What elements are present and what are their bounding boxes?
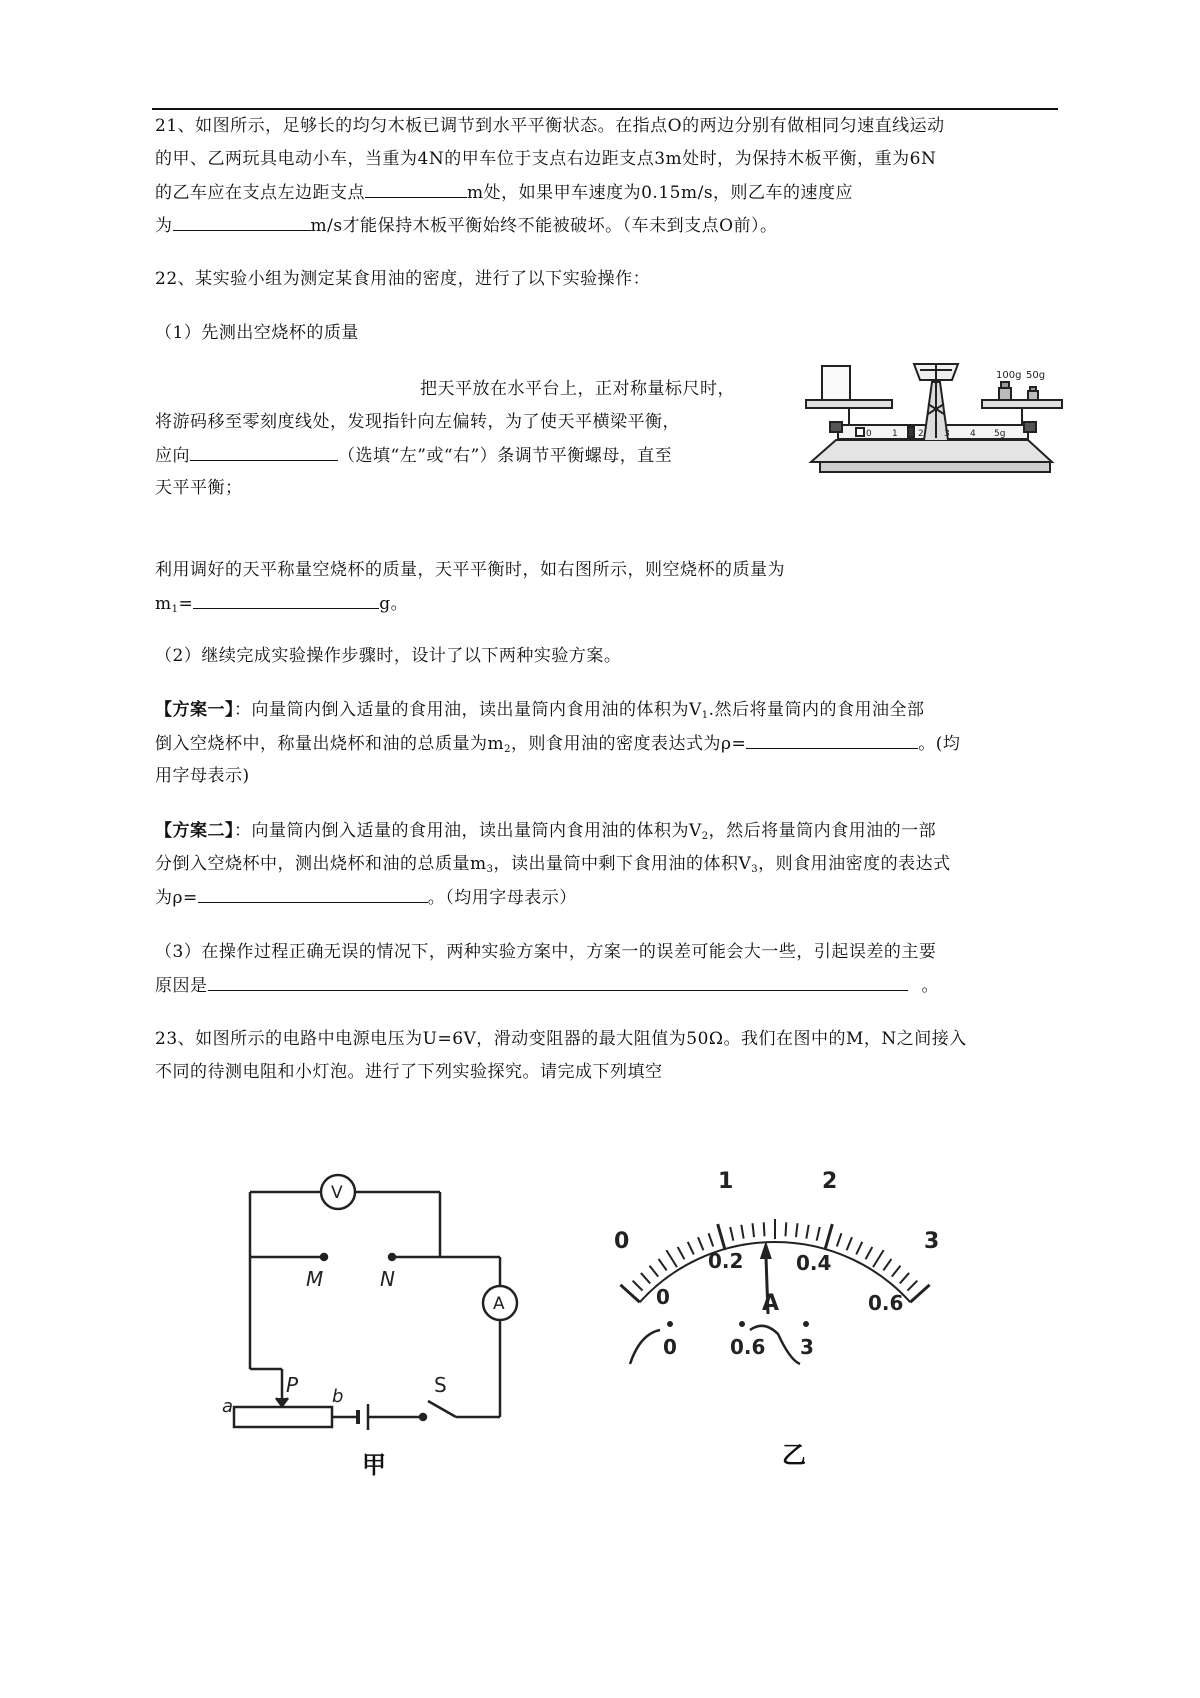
q22-m1-line-2 bbox=[155, 592, 408, 621]
q22-blank-reason[interactable] bbox=[208, 974, 908, 991]
dial-tick bbox=[641, 1273, 650, 1283]
dial-outer-label-3: 3 bbox=[924, 1229, 940, 1254]
q21-line-3 bbox=[155, 181, 853, 204]
dial-unit-label: A bbox=[762, 1291, 780, 1316]
q22-m1-line-1: 利用调好的天平称量空烧杯的质量，天平平衡时，如右图所示，则空烧杯的质量为 bbox=[155, 560, 785, 580]
dial-tick bbox=[866, 1247, 873, 1259]
circuit-figure bbox=[220, 1164, 550, 1444]
ammeter-dial-figure bbox=[600, 1164, 950, 1424]
balance-weight-label-1: 100g bbox=[996, 370, 1022, 381]
dial-tick bbox=[910, 1285, 929, 1302]
q22-text-p1l3a: 应向 bbox=[155, 446, 190, 466]
q22-scheme2-line-1 bbox=[155, 820, 936, 848]
dial-inner-label-0: 0 bbox=[656, 1285, 670, 1309]
q22-scheme1-text-2c: 。(均 bbox=[918, 734, 961, 754]
dial-tick bbox=[837, 1233, 842, 1246]
balance-scale-tick-3: 3 bbox=[944, 429, 950, 439]
q22-scheme1-line-1 bbox=[155, 699, 925, 727]
dial-outer-label-1: 1 bbox=[718, 1169, 734, 1194]
balance-scale-tick-4: 4 bbox=[970, 429, 976, 439]
q21-blank-speed[interactable] bbox=[173, 214, 311, 231]
dial-tick bbox=[883, 1259, 891, 1270]
balance-scale-tick-0: 0 bbox=[866, 429, 872, 439]
q23-line-1: 23、如图所示的电路中电源电压为U=6V，滑动变阻器的最大阻值为50Ω。我们在图中的M，N之间接入 bbox=[155, 1029, 967, 1049]
dial-tick bbox=[718, 1224, 725, 1249]
q21-blank-distance[interactable] bbox=[365, 181, 467, 198]
q22-scheme1-line-3: 用字母表示) bbox=[155, 766, 250, 786]
dial-tick bbox=[666, 1250, 677, 1267]
dial-tick bbox=[796, 1223, 798, 1237]
dial-tick bbox=[678, 1247, 685, 1259]
q22-blank-direction[interactable] bbox=[190, 444, 338, 461]
dial-tick bbox=[709, 1233, 714, 1246]
q22-part-2: （2）继续完成实验操作步骤时，设计了以下两种实验方案。 bbox=[155, 646, 622, 666]
q21-line-4 bbox=[155, 214, 778, 237]
meter-needle-tip bbox=[760, 1241, 772, 1259]
q22-scheme2-sub-v2: 2 bbox=[701, 831, 709, 842]
q22-scheme2-text-2c: ，则食用油密度的表达式 bbox=[758, 854, 951, 874]
q22-scheme1-label: 【方案一】 bbox=[155, 700, 234, 720]
dial-tick bbox=[873, 1250, 884, 1267]
dial-tick bbox=[741, 1225, 743, 1239]
q22-p3-text-a: 原因是 bbox=[155, 976, 208, 996]
q21-text-4a: 为 bbox=[155, 216, 173, 236]
q22-scheme1-text-1a: ：向量筒内倒入适量的食用油，读出量筒内食用油的体积为V bbox=[234, 700, 702, 720]
q22-p1-line-4: 天平平衡； bbox=[155, 478, 243, 498]
q22-scheme1-line-2 bbox=[155, 732, 960, 761]
q22-p1-line-2: 将游码移至零刻度线处，发现指针向左偏转，为了使天平横梁平衡， bbox=[155, 412, 680, 432]
meter-caption: 乙 bbox=[782, 1440, 807, 1469]
balance-scale-tick-1: 1 bbox=[892, 429, 898, 439]
q22-intro: 22、某实验小组为测定某食用油的密度，进行了以下实验操作： bbox=[155, 269, 651, 289]
dial-tick bbox=[785, 1222, 786, 1236]
dial-tick bbox=[806, 1225, 808, 1239]
q22-scheme1-sub-v1: 1 bbox=[701, 710, 709, 721]
dial-tick bbox=[907, 1281, 917, 1291]
terminal-n-label: N bbox=[380, 1267, 395, 1291]
q22-scheme2-text-2b: ，读出量筒中剩下食用油的体积V bbox=[493, 854, 752, 874]
balance-scale-tick-5: 5g bbox=[994, 429, 1006, 439]
q21-line-1: 21、如图所示，足够长的均匀木板已调节到水平平衡状态。在指点O的两边分别有做相同匀速直线运动 bbox=[155, 116, 945, 136]
q21-text-4b: m/s才能保持木板平衡始终不能被破坏。（车未到支点O前）。 bbox=[310, 216, 778, 236]
dial-tick bbox=[698, 1237, 703, 1250]
dial-inner-label-3: 0.6 bbox=[868, 1291, 904, 1315]
balance-scale-tick-2: 2 bbox=[918, 429, 924, 439]
q22-m1-sub: 1 bbox=[171, 604, 179, 615]
dial-tick bbox=[752, 1223, 754, 1237]
dial-tick bbox=[817, 1227, 820, 1241]
q22-scheme1-text-2b: ，则食用油的密度表达式为ρ= bbox=[511, 734, 747, 754]
dial-tick bbox=[650, 1266, 659, 1277]
terminal-label-0-6: 0.6 bbox=[730, 1335, 766, 1359]
balance-figure bbox=[796, 352, 1066, 488]
terminal-m-label: M bbox=[306, 1267, 324, 1291]
ammeter-icon: A bbox=[493, 1294, 505, 1314]
q22-scheme2-text-1b: ，然后将量筒内食用油的一部 bbox=[708, 821, 937, 841]
q22-blank-density-1[interactable] bbox=[746, 732, 918, 749]
dial-tick bbox=[892, 1266, 901, 1277]
dial-tick bbox=[764, 1222, 765, 1236]
dial-outer-label-2: 2 bbox=[822, 1169, 838, 1194]
q22-scheme2-text-3a: 为ρ= bbox=[155, 888, 198, 908]
q21-text-3a: 的乙车应在支点左边距支点 bbox=[155, 183, 365, 203]
dial-inner-label-1: 0.2 bbox=[708, 1249, 744, 1273]
q22-p1-line-3 bbox=[155, 444, 672, 467]
dial-tick bbox=[900, 1273, 909, 1283]
q22-p1-line-1: 把天平放在水平台上，正对称量标尺时， bbox=[420, 379, 735, 399]
voltmeter-icon: V bbox=[331, 1183, 343, 1203]
dial-tick bbox=[633, 1281, 643, 1291]
q22-scheme2-label: 【方案二】 bbox=[155, 821, 234, 841]
switch-s-label: S bbox=[434, 1373, 447, 1397]
q23-line-2: 不同的待测电阻和小灯泡。进行了下列实验探究。请完成下列填空 bbox=[155, 1062, 663, 1082]
q22-scheme2-sub-m3: 3 bbox=[486, 864, 494, 875]
dial-tick bbox=[825, 1224, 832, 1249]
dial-outer-label-0: 0 bbox=[614, 1229, 630, 1254]
q21-line-2: 的甲、乙两玩具电动小车，当重为4N的甲车位于支点右边距支点3m处时，为保持木板平衡，重为6N bbox=[155, 149, 937, 169]
q22-scheme1-text-1b: .然后将量筒内的食用油全部 bbox=[708, 700, 925, 720]
terminal-label-0: 0 bbox=[663, 1335, 677, 1359]
dial-tick bbox=[659, 1259, 667, 1270]
balance-weight-label-2: 50g bbox=[1026, 370, 1046, 381]
dial-tick bbox=[847, 1237, 852, 1250]
circuit-caption: 甲 bbox=[362, 1450, 387, 1479]
q22-scheme2-text-2a: 分倒入空烧杯中，测出烧杯和油的总质量m bbox=[155, 854, 487, 874]
header-rule bbox=[152, 108, 1058, 110]
q22-blank-mass[interactable] bbox=[193, 592, 379, 609]
q22-part-3-line-1: （3）在操作过程正确无误的情况下，两种实验方案中，方案一的误差可能会大一些，引起误差的主要 bbox=[155, 942, 937, 962]
q22-scheme2-text-1a: ：向量筒内倒入适量的食用油，读出量筒内食用油的体积为V bbox=[234, 821, 702, 841]
dial-tick bbox=[688, 1242, 694, 1255]
dial-tick bbox=[730, 1227, 733, 1241]
q22-scheme2-line-3 bbox=[155, 886, 577, 909]
rheostat-end-a-label: a bbox=[222, 1396, 234, 1417]
q22-scheme2-sub-v3: 3 bbox=[751, 864, 759, 875]
dial-inner-label-2: 0.4 bbox=[796, 1251, 832, 1275]
q22-blank-density-2[interactable] bbox=[198, 886, 428, 903]
q22-scheme2-line-2 bbox=[155, 853, 951, 881]
q22-scheme1-text-2a: 倒入空烧杯中，称量出烧杯和油的总质量为m bbox=[155, 734, 505, 754]
q22-m1-equals: = bbox=[178, 594, 194, 614]
q22-scheme1-sub-m2: 2 bbox=[504, 744, 511, 755]
dial-tick bbox=[856, 1242, 862, 1255]
dial-tick bbox=[620, 1285, 639, 1302]
q22-text-p1l3b: （选填“左”或“右”）条调节平衡螺母，直至 bbox=[338, 446, 673, 466]
q22-m1-symbol: m bbox=[155, 594, 172, 614]
q22-part-1: （1）先测出空烧杯的质量 bbox=[155, 323, 359, 343]
slider-p-label: P bbox=[286, 1373, 299, 1397]
q22-p3-text-b: 。 bbox=[921, 976, 939, 996]
rheostat-end-b-label: b bbox=[332, 1386, 344, 1407]
q21-text-3b: m处，如果甲车速度为0.15m/s，则乙车的速度应 bbox=[467, 183, 854, 203]
q22-m1-unit: g。 bbox=[379, 594, 409, 614]
q22-scheme2-text-3b: 。（均用字母表示） bbox=[427, 888, 577, 908]
q22-part-3-line-2 bbox=[155, 974, 939, 997]
terminal-label-3: 3 bbox=[800, 1335, 814, 1359]
